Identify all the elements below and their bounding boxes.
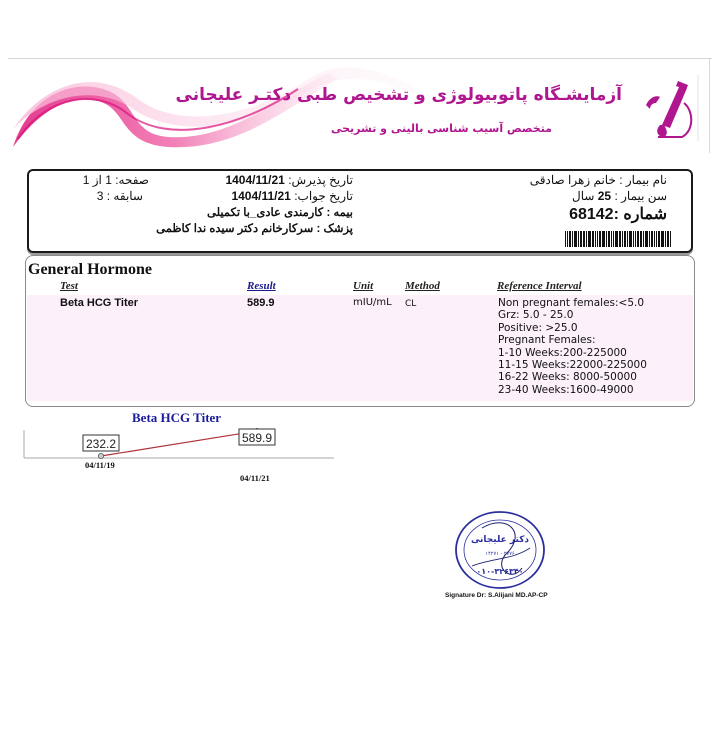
svg-text:دکتر علیجانی: دکتر علیجانی	[470, 535, 530, 545]
x-tick-label: 04/11/21	[240, 473, 270, 483]
x-tick-label: 04/11/19	[85, 460, 115, 470]
column-header-reference: Reference Interval	[497, 280, 582, 292]
patient-age: سن بیمار : 25 سال	[571, 189, 667, 203]
point-label: 232.2	[85, 437, 117, 451]
lab-subtitle: متخصص آسیب شناسی بالینی و تشریحی	[330, 122, 552, 135]
answer-date: تاریخ جواب: 1404/11/21	[231, 189, 353, 203]
trend-chart	[20, 426, 340, 466]
column-header-unit: Unit	[353, 280, 374, 292]
reference-line: Non pregnant females:<5.0	[498, 297, 645, 309]
table-row	[27, 295, 693, 401]
patient-number: شماره :68142	[569, 206, 667, 223]
history-count: سابقه : 3	[96, 189, 143, 203]
lab-header-banner	[8, 58, 712, 154]
lab-stamp	[452, 508, 552, 592]
column-header-result: Result	[247, 280, 276, 292]
chart-title: Beta HCG Titer	[132, 410, 222, 425]
referring-doctor: پزشک : سرکارخانم دکتر سیده ندا کاظمی	[156, 223, 353, 235]
test-name: Beta HCG Titer	[60, 297, 139, 309]
reference-line: 23-40 Weeks:1600-49000	[498, 383, 634, 396]
column-header-test: Test	[60, 280, 78, 292]
section-title: General Hormone	[28, 261, 152, 278]
reference-interval-list	[498, 297, 647, 396]
test-unit: mIU/mL	[353, 297, 392, 308]
signature-text: Signature Dr: S.Alijani MD.AP-CP	[445, 592, 548, 599]
insurance: بیمه : کارمندی عادی_با تکمیلی	[207, 207, 353, 219]
results-panel	[25, 255, 695, 407]
barcode	[564, 231, 671, 247]
svg-text:۰۱۰-۳۲۶۳۴۰: ۰۱۰-۳۲۶۳۴۰	[476, 567, 524, 576]
trend-line	[101, 431, 257, 456]
patient-name: نام بیمار : خانم زهرا صادقی	[529, 173, 667, 187]
reference-line: 1-10 Weeks:200-225000	[498, 346, 627, 359]
reference-line: Grz: 5.0 - 25.0	[498, 309, 574, 322]
microscope-logo-icon	[640, 75, 700, 141]
patient-info-box	[27, 169, 693, 253]
admission-date: تاریخ پذیرش: 1404/11/21	[225, 173, 353, 187]
column-header-method: Method	[405, 280, 440, 292]
data-point	[98, 453, 103, 458]
svg-text:۱۴۲۷۱ - ۲۷۷۶: ۱۴۲۷۱ - ۲۷۷۶	[485, 551, 515, 557]
point-label: 589.9	[241, 431, 273, 445]
pink-ribbon-decoration	[8, 59, 428, 154]
reference-line: Positive: >25.0	[498, 321, 578, 334]
test-result: 589.9	[247, 297, 275, 309]
test-method: CL	[405, 299, 417, 309]
reference-line: 16-22 Weeks: 8000-50000	[498, 371, 637, 384]
reference-line: Pregnant Females:	[498, 334, 596, 347]
reference-line: 11-15 Weeks:22000-225000	[498, 359, 647, 372]
lab-name: آزمایشـگاه پاتوبیولوژی و تشخیص طبی دکتـر علیجانی	[175, 85, 622, 105]
banner-divider	[709, 59, 710, 153]
page-number: صفحه: 1 از 1	[82, 173, 149, 187]
